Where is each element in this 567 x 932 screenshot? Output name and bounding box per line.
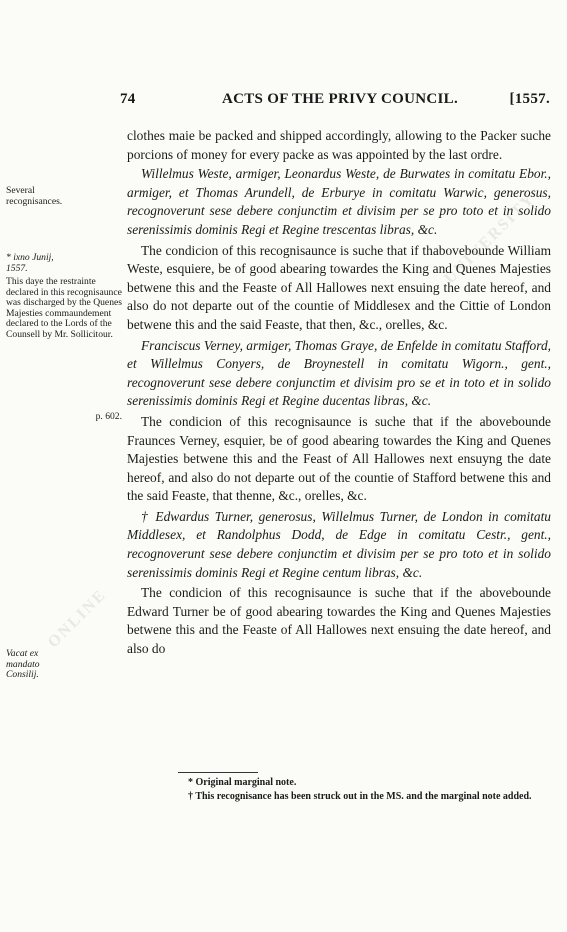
footnote-original-marginal: * Original marginal note. — [188, 777, 297, 788]
margin-note-restrainte: This daye the restrainte declared in this recognisaunce was discharged by the Quenes Majesties commaundement declared to the Lords of the Counsell by Mr. Sollicitour. — [6, 276, 122, 340]
faint-watermark: ONLINE — [44, 586, 110, 652]
paragraph-verney-condition: The condicion of this recognisaunce is suche that if the abovebounde Fraunces Verney, esquier, be of good abearing towardes the King and Quenes Majesties betwene this and the Feast of All Hallowes next ensuyng the date hereof, and also do not departe out of the countie of Stafford betwene this and the said Feaste, that thenne, &c., orelles, &c. — [127, 413, 551, 504]
margin-note-several: Several recognisances. — [6, 185, 63, 207]
paragraph-clothes: clothes maie be packed and shipped accordingly, allowing to the Packer suche porcions of money for every packe as was appointed by the last ordre. — [127, 128, 551, 162]
paragraph-weste-condition: The condicion of this recognisaunce is suche that if thabovebounde William Weste, esquiere, be of good abearing towardes the King and Quenes Majesties betwene this and the Feaste of All Hallowes next ensuing the date hereof, and also do not departe out of the countie of Middlesex and the Cittie of London betwene this and the said Feaste, that then, &c., orelles, &c. — [127, 242, 551, 332]
margin-note-date: * ixno Junij, 1557. — [6, 252, 54, 274]
faint-watermark: UNIVERSITY — [441, 190, 539, 288]
paragraph-verney-recognisance: Franciscus Verney, armiger, Thomas Graye, de Enfelde in comitatu Stafford, et Willelmus Conyers, de Broynestell in comitatu Wigorn., gent., recognoverunt sese debere conjunctim et divisim pro se et in toto et in solido serenissimis dominis Regi et Regine ducentas libras, &c. — [127, 337, 551, 409]
footnote-struck-out: † This recognisance has been struck out in the MS. and the marginal note added. — [188, 791, 532, 802]
paragraph-weste-recognisance: Willelmus Weste, armiger, Leonardus Weste, de Burwates in comitatu Ebor., armiger, et Thomas Arundell, de Erburye in comitatu Warwic, generosus, recognoverunt sese debere conjunctim et divisim per se pro toto et in solido serenissimis dominis Regi et Regine trescentas libras, &c. — [127, 166, 551, 237]
main-text-column — [127, 127, 551, 659]
header-year: [1557. — [509, 91, 550, 107]
page-title: ACTS OF THE PRIVY COUNCIL. — [221, 91, 459, 107]
footnotes — [188, 776, 548, 804]
paragraph-turner-recognisance: † Edwardus Turner, generosus, Willelmus Turner, de London in comitatu Middlesex, et Randolphus Dodd, de Edge in comitatu Cestr., gent., recognoverunt sese debere conjunctim et divisim per se pro toto et in solido serenissimis dominis Regi et Regine centum libras, &c. — [127, 508, 551, 580]
footnote-divider — [178, 772, 258, 773]
page-number: 74 — [120, 91, 136, 107]
margin-note-vacat: Vacat ex mandato Consilij. — [6, 648, 40, 681]
paragraph-turner-condition: The condicion of this recognisaunce is suche that if the abovebounde Edward Turner be of good abearing towardes the King and Quenes Majesties betwene this and the Feaste of All Hallowes next ensuing the date hereof, and also do — [127, 585, 551, 657]
margin-page-reference: p. 602. — [95, 411, 122, 422]
running-header — [120, 91, 560, 111]
